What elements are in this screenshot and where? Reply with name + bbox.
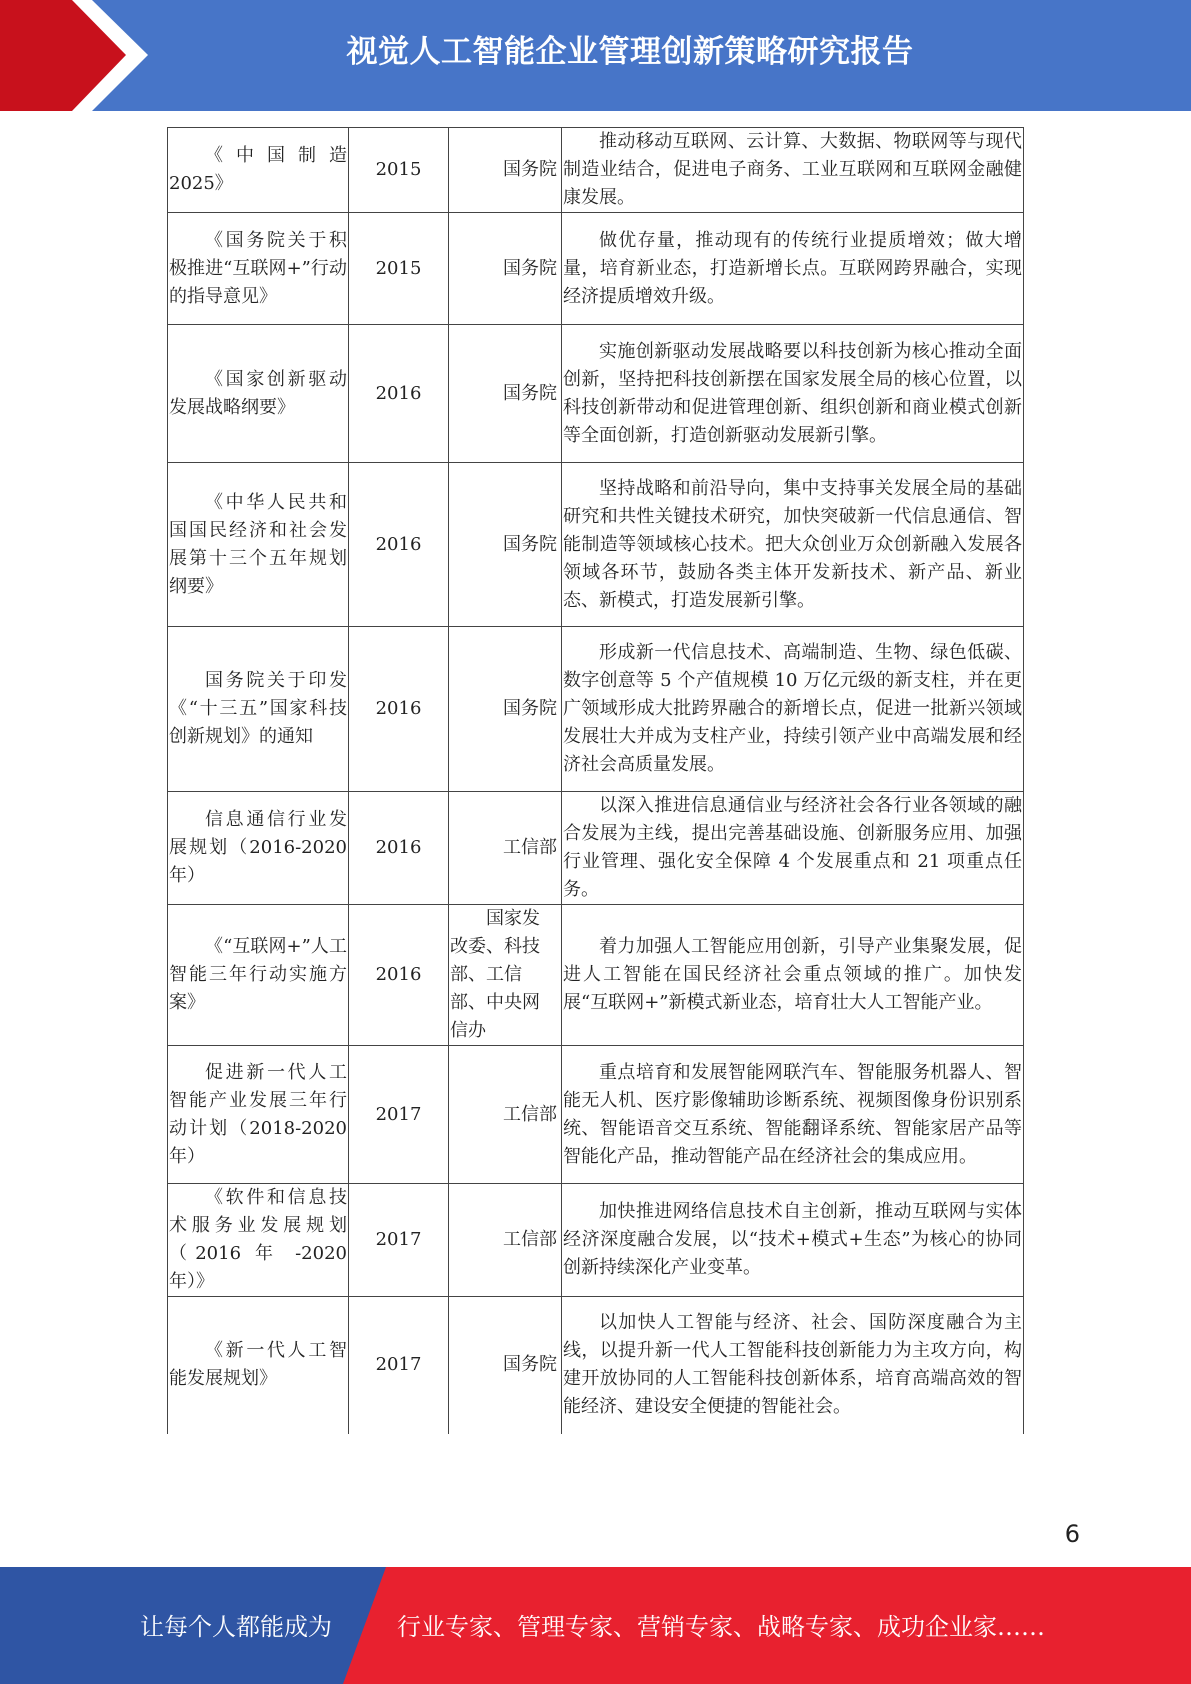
- page-number: 6: [1064, 1520, 1080, 1548]
- description-cell: 加快推进网络信息技术自主创新，推动互联网与实体经济深度融合发展，以“技术+模式+生态”为核心的协同创新持续深化产业变革。: [562, 1184, 1024, 1297]
- description-cell: 以加快人工智能与经济、社会、国防深度融合为主线，以提升新一代人工智能科技创新能力为主攻方向，构建开放协同的人工智能科技创新体系，培育高端高效的智能经济、建设安全便捷的智能社会。: [562, 1297, 1024, 1434]
- policy-name-cell: 《国务院关于积极推进“互联网+”行动的指导意见》: [168, 213, 349, 325]
- table-row: [168, 1184, 1024, 1297]
- footer-slogan-right: 行业专家、管理专家、营销专家、战略专家、成功企业家……: [397, 1613, 1045, 1641]
- department-cell: 国务院: [449, 627, 562, 792]
- table-row: [168, 1297, 1024, 1434]
- footer-slogan-left: 让每个人都能成为: [140, 1613, 332, 1641]
- table-row: [168, 627, 1024, 792]
- policy-table: [167, 127, 1024, 1434]
- department-cell: 国家发改委、科技部、工信部、中央网信办: [449, 905, 562, 1046]
- year-cell: 2017: [349, 1297, 449, 1434]
- description-cell: 做优存量，推动现有的传统行业提质增效；做大增量，培育新业态，打造新增长点。互联网跨界融合，实现经济提质增效升级。: [562, 213, 1024, 325]
- table-row: [168, 792, 1024, 905]
- year-cell: 2015: [349, 213, 449, 325]
- year-cell: 2017: [349, 1046, 449, 1184]
- department-cell: 国务院: [449, 463, 562, 627]
- policy-name-cell: 《国家创新驱动发展战略纲要》: [168, 325, 349, 463]
- description-cell: 实施创新驱动发展战略要以科技创新为核心推动全面创新，坚持把科技创新摆在国家发展全局的核心位置，以科技创新带动和促进管理创新、组织创新和商业模式创新等全面创新，打造创新驱动发展新引擎。: [562, 325, 1024, 463]
- policy-name-cell: 《“互联网+”人工智能三年行动实施方案》: [168, 905, 349, 1046]
- year-cell: 2016: [349, 905, 449, 1046]
- description-cell: 着力加强人工智能应用创新，引导产业集聚发展，促进人工智能在国民经济社会重点领域的推广。加快发展“互联网+”新模式新业态，培育壮大人工智能产业。: [562, 905, 1024, 1046]
- policy-name-cell: 促进新一代人工智能产业发展三年行动计划（2018-2020年）: [168, 1046, 349, 1184]
- department-cell: 国务院: [449, 128, 562, 213]
- policy-name-cell: 《中国制造2025》: [168, 128, 349, 213]
- year-cell: 2016: [349, 325, 449, 463]
- policy-name-cell: 《软件和信息技术服务业发展规划（2016 年 -2020年）》: [168, 1184, 349, 1297]
- table-row: [168, 1046, 1024, 1184]
- page-footer: [0, 1567, 1191, 1684]
- table-row: [168, 463, 1024, 627]
- description-cell: 坚持战略和前沿导向，集中支持事关发展全局的基础研究和共性关键技术研究，加快突破新一代信息通信、智能制造等领域核心技术。把大众创业万众创新融入发展各领域各环节，鼓励各类主体开发新技术、新产品、新业态、新模式，打造发展新引擎。: [562, 463, 1024, 627]
- description-cell: 推动移动互联网、云计算、大数据、物联网等与现代制造业结合，促进电子商务、工业互联网和互联网金融健康发展。: [562, 128, 1024, 213]
- policy-name-cell: 信息通信行业发展规划（2016-2020 年）: [168, 792, 349, 905]
- page-header: [0, 0, 1191, 111]
- department-cell: 国务院: [449, 213, 562, 325]
- department-cell: 工信部: [449, 1184, 562, 1297]
- table-row: [168, 905, 1024, 1046]
- page-title: 视觉人工智能企业管理创新策略研究报告: [346, 34, 914, 70]
- policy-name-cell: 《新一代人工智能发展规划》: [168, 1297, 349, 1434]
- year-cell: 2016: [349, 792, 449, 905]
- department-cell: 国务院: [449, 325, 562, 463]
- department-cell: 国务院: [449, 1297, 562, 1434]
- table-row: [168, 325, 1024, 463]
- year-cell: 2015: [349, 128, 449, 213]
- department-cell: 工信部: [449, 1046, 562, 1184]
- department-cell: 工信部: [449, 792, 562, 905]
- year-cell: 2016: [349, 463, 449, 627]
- policy-name-cell: 国务院关于印发《“十三五”国家科技创新规划》的通知: [168, 627, 349, 792]
- table-row: [168, 213, 1024, 325]
- year-cell: 2016: [349, 627, 449, 792]
- description-cell: 重点培育和发展智能网联汽车、智能服务机器人、智能无人机、医疗影像辅助诊断系统、视频图像身份识别系统、智能语音交互系统、智能翻译系统、智能家居产品等智能化产品，推动智能产品在经济社会的集成应用。: [562, 1046, 1024, 1184]
- table-row: [168, 128, 1024, 213]
- policy-name-cell: 《中华人民共和国国民经济和社会发展第十三个五年规划纲要》: [168, 463, 349, 627]
- description-cell: 形成新一代信息技术、高端制造、生物、绿色低碳、数字创意等 5 个产值规模 10 万亿元级的新支柱，并在更广领域形成大批跨界融合的新增长点，促进一批新兴领域发展壮大并成为支柱产业，持续引领产业中高端发展和经济社会高质量发展。: [562, 627, 1024, 792]
- description-cell: 以深入推进信息通信业与经济社会各行业各领域的融合发展为主线，提出完善基础设施、创新服务应用、加强行业管理、强化安全保障 4 个发展重点和 21 项重点任务。: [562, 792, 1024, 905]
- year-cell: 2017: [349, 1184, 449, 1297]
